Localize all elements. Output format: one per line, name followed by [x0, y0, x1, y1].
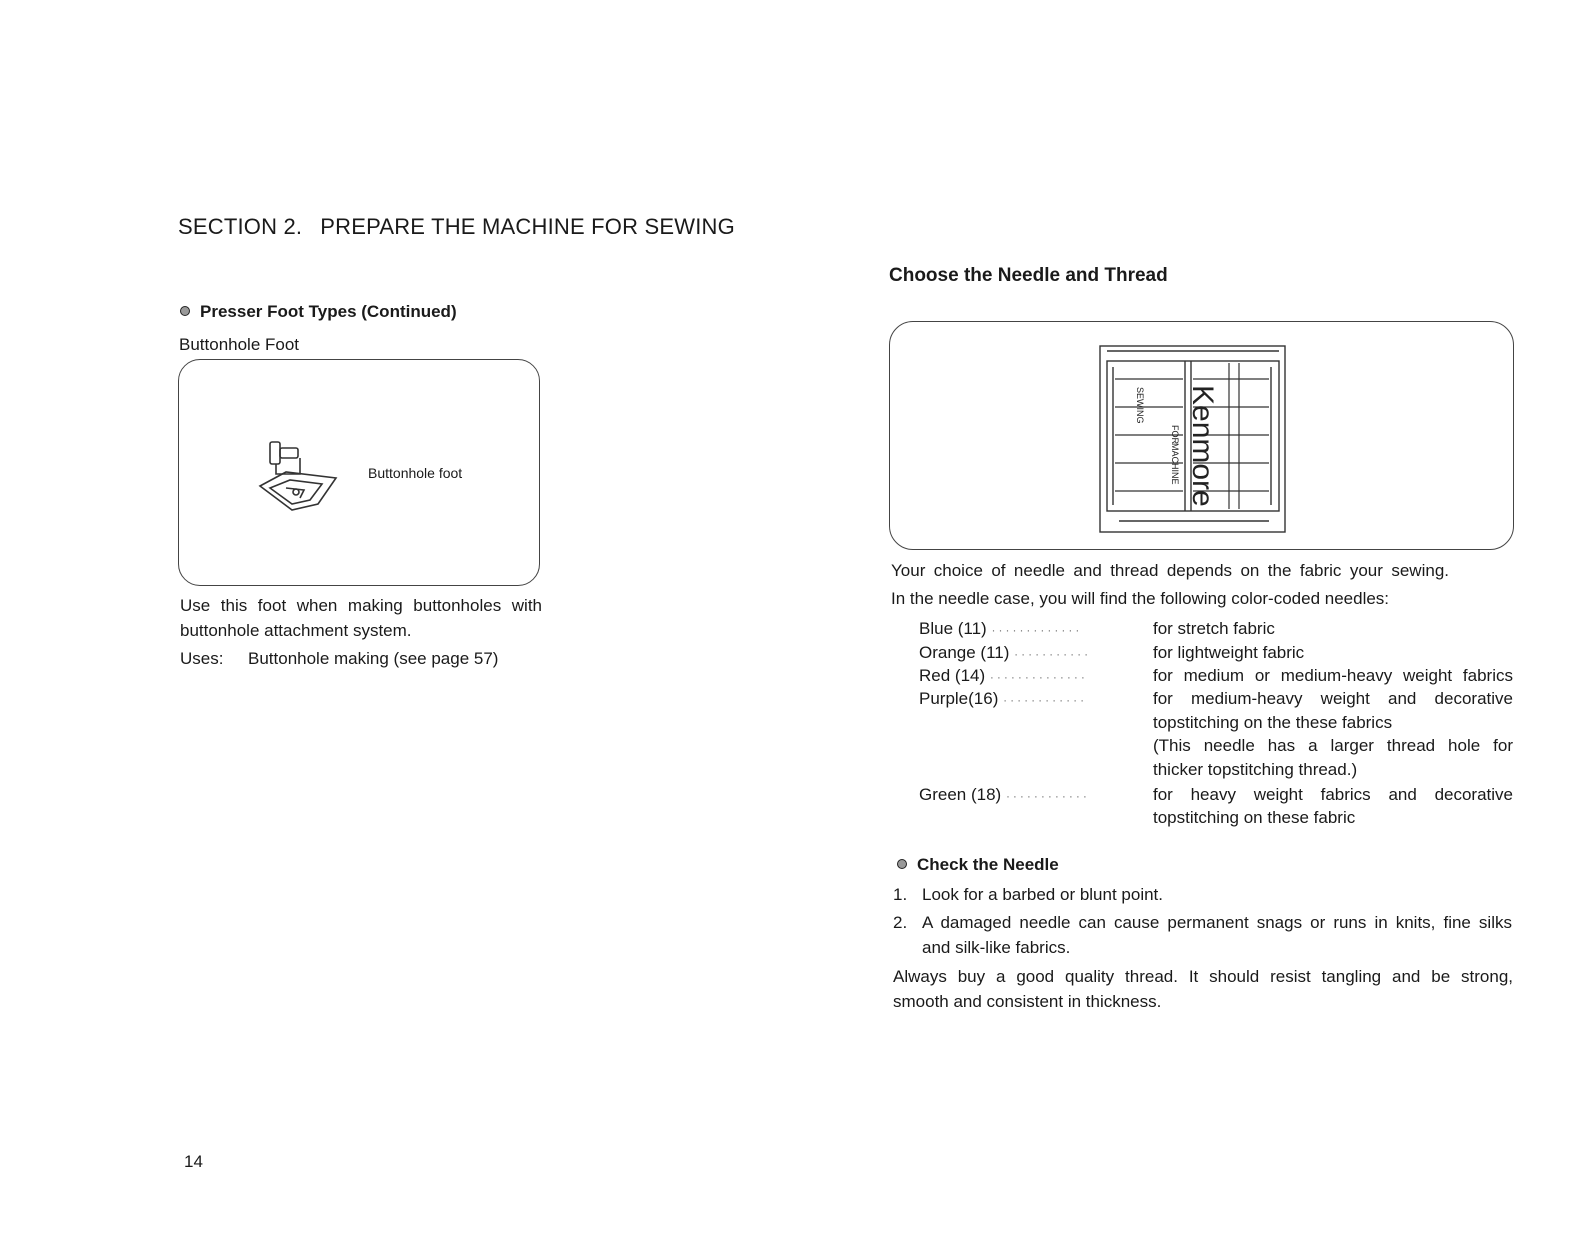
needle-desc-green-1: for heavy weight fabrics and decorative — [1153, 785, 1513, 804]
case-text-machine: MACHINE — [1170, 443, 1180, 485]
needle-name-purple: Purple(16) ············ — [919, 689, 1088, 708]
thread-advice-line-1: Always buy a good quality thread. It should resist tangling and be strong, — [893, 967, 1513, 986]
intro-line-1: Your choice of needle and thread depends on the fabric your sewing. — [891, 561, 1449, 580]
check-item-2-line-2: and silk-like fabrics. — [922, 938, 1071, 957]
needle-thread-heading: Choose the Needle and Thread — [889, 265, 1168, 286]
uses-label: Uses: — [180, 649, 224, 668]
case-text-for: FOR — [1170, 425, 1180, 444]
intro-line-2: In the needle case, you will find the following color-coded needles: — [891, 589, 1390, 608]
needle-desc-red: for medium or medium-heavy weight fabrics — [1153, 666, 1513, 685]
description-line-2: buttonhole attachment system. — [180, 621, 412, 640]
uses-value: Buttonhole making (see page 57) — [248, 649, 499, 668]
bullet-icon — [180, 306, 190, 316]
buttonhole-foot-figure-frame — [178, 359, 540, 586]
case-brand-logo: Kenmore — [1186, 385, 1219, 507]
needle-name-orange: Orange (11) ··········· — [919, 643, 1092, 662]
description-line-1: Use this foot when making buttonholes with — [180, 596, 542, 615]
section-title — [178, 214, 735, 240]
needle-desc-purple-4: thicker topstitching thread.) — [1153, 760, 1358, 779]
needle-desc-orange: for lightweight fabric — [1153, 643, 1305, 662]
check-needle-heading: Check the Needle — [897, 855, 1059, 875]
needle-desc-purple-3: (This needle has a larger thread hole for — [1153, 736, 1513, 755]
needle-name-green: Green (18) ············ — [919, 785, 1090, 804]
case-text-sewing: SEWING — [1135, 387, 1145, 424]
needle-desc-purple-2: topstitching on the these fabrics — [1153, 713, 1393, 732]
check-item-1-number: 1. — [893, 885, 908, 904]
needle-desc-green-2: topstitching on these fabric — [1153, 808, 1356, 827]
needle-desc-purple-1: for medium-heavy weight and decorative — [1153, 689, 1513, 708]
buttonhole-foot-icon — [256, 438, 340, 514]
page-number: 14 — [184, 1152, 203, 1171]
thread-advice-line-2: smooth and consistent in thickness. — [893, 992, 1162, 1011]
figure-label: Buttonhole foot — [368, 465, 463, 481]
check-item-1-text: Look for a barbed or blunt point. — [922, 885, 1163, 904]
check-item-2-line-1: A damaged needle can cause permanent snags or runs in knits, fine silks — [922, 913, 1512, 932]
needle-name-blue: Blue (11) ············· — [919, 619, 1083, 638]
needle-name-red: Red (14) ·············· — [919, 666, 1088, 685]
check-item-2-number: 2. — [893, 913, 908, 932]
presser-foot-heading: Presser Foot Types (Continued) — [180, 302, 457, 322]
buttonhole-foot-subheading: Buttonhole Foot — [179, 335, 300, 354]
section-heading: PREPARE THE MACHINE FOR SEWING — [320, 214, 735, 239]
needle-case-illustration — [1099, 345, 1286, 533]
bullet-icon — [897, 859, 907, 869]
needle-desc-blue: for stretch fabric — [1153, 619, 1275, 638]
section-number: SECTION 2. — [178, 214, 303, 239]
